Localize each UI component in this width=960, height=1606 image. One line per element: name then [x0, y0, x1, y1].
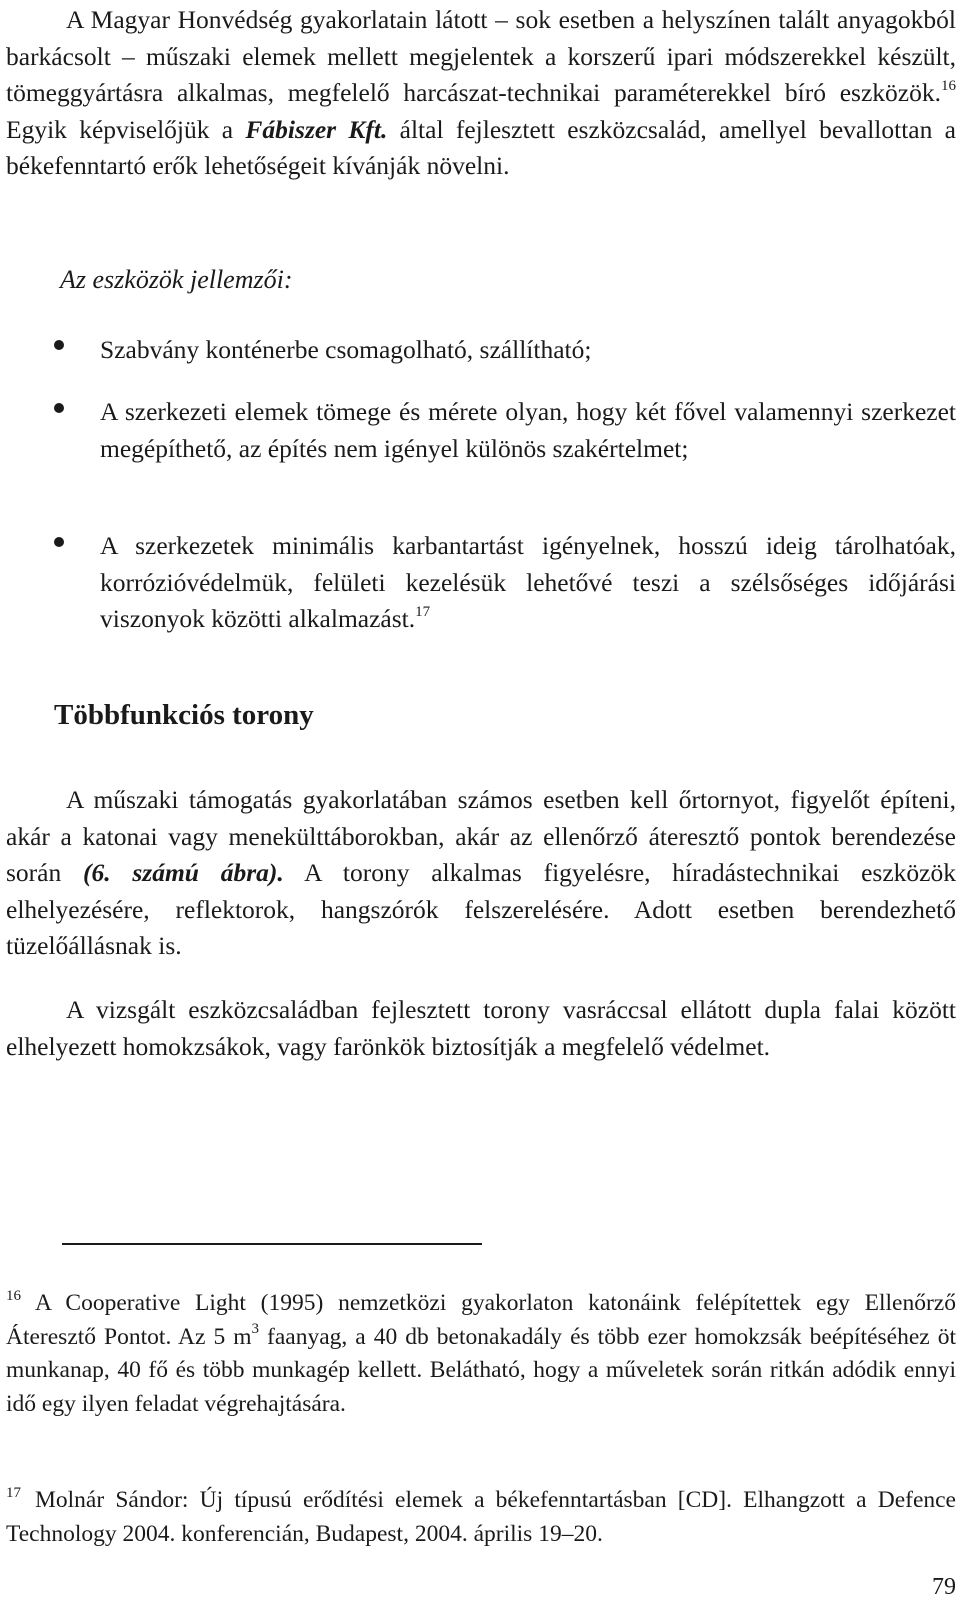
- footnote-17: [6, 1484, 956, 1551]
- footnote-17-text: Molnár Sándor: Új típusú erődítési elemek a békefenntartásban [CD]. Elhangzott a Defence Technology 2004. konferencián, Budapest, 2004. április 19–20.: [6, 1487, 956, 1547]
- feature-item-3-text: A szerkezetek minimális karbantartást igényelnek, hosszú ideig tárolhatóak, korrózióvédelmük, felületi kezelésük lehetővé teszi a szélsőséges időjárási viszonyok közötti alkalmazást.: [100, 531, 956, 633]
- features-title: Az eszközök jellemzői:: [60, 265, 293, 294]
- tower-paragraph: [6, 782, 956, 965]
- feature-item-1: Szabvány konténerbe csomagolható, szállítható;: [100, 335, 592, 364]
- page-number: 79: [932, 1574, 956, 1600]
- footnote-16: [6, 1287, 956, 1421]
- bullet-icon: [54, 403, 64, 413]
- footnote-16-number: 16: [6, 1288, 21, 1304]
- intro-text-3: által fejlesztett eszközcsalád, amellyel bevallottan a békefenntartó erők lehetőségeit kívánják növelni.: [6, 114, 956, 180]
- section-heading: Többfunkciós torony: [54, 699, 314, 731]
- intro-text-2: Egyik képviselőjük a: [6, 114, 246, 144]
- footnote-17-number: 17: [6, 1485, 21, 1501]
- bullet-icon: [54, 537, 64, 547]
- footnote-16-text-2: faanyag, a 40 db betonakadály és több ezer homokzsák beépítéséhez öt munkanap, 40 fő és több munkagép kellett. Belátható, hogy a műveletek során ritkán adódik ennyi idő egy ilyen feladat végrehajtására.: [6, 1323, 956, 1417]
- intro-text-1: A Magyar Honvédség gyakorlatain látott – sok esetben a helyszínen talált anyagokból barkácsolt – műszaki elemek mellett megjelentek a korszerű ipari módszerekkel készült, tömeggyártásra alkalmas, megfelelő harcászat-technikai paraméterekkel bíró eszközök.: [6, 5, 956, 107]
- feature-item-3: [100, 528, 956, 638]
- tower-text-2: A torony alkalmas figyelésre, híradástechnikai eszközök elhelyezésére, reflektorok, hangszórók felszerelésére. Adott esetben berendezhető tüzelőállásnak is.: [6, 858, 956, 960]
- footnote-16-text-1: A Cooperative Light (1995) nemzetközi gyakorlaton katonáink felépítettek egy Ellenőrző Áteresztő Pontot. Az 5 m: [6, 1290, 956, 1350]
- figure-reference: (6. számú ábra).: [83, 858, 284, 887]
- bullet-icon: [54, 340, 64, 350]
- footnote-ref-16[interactable]: 16: [941, 78, 956, 94]
- protection-paragraph: A vizsgált eszközcsaládban fejlesztett torony vasráccsal ellátott dupla falai között elhelyezett homokzsákok, vagy farönkök biztosítják a megfelelő védelmet.: [6, 995, 956, 1061]
- cubic-superscript: 3: [251, 1320, 260, 1337]
- tower-text-1: A műszaki támogatás gyakorlatában számos esetben kell őrtornyot, figyelőt építeni, akár a katonai vagy menekülttáborokban, akár az ellenőrző áteresztő pontok berendezése során: [6, 785, 956, 887]
- intro-paragraph: [6, 2, 956, 185]
- footnote-divider: [62, 1243, 482, 1245]
- footnote-ref-17[interactable]: 17: [415, 604, 431, 620]
- feature-item-2: A szerkezeti elemek tömege és mérete olyan, hogy két fővel valamennyi szerkezet megépíthető, az építés nem igényel különös szakértelmet;: [100, 397, 956, 463]
- company-name: Fábiszer Kft.: [245, 114, 388, 144]
